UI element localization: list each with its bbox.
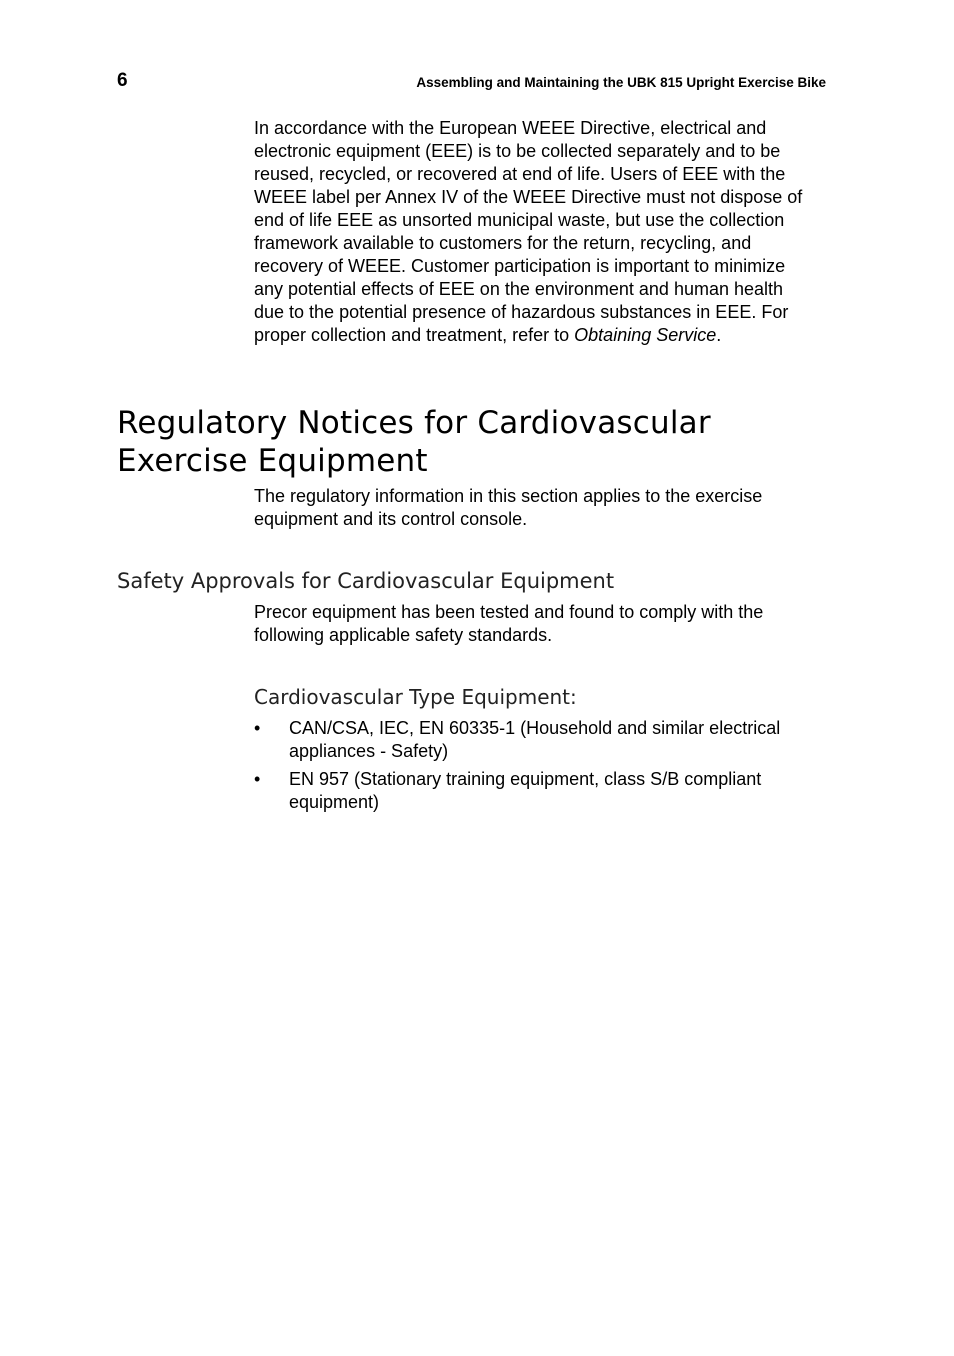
bullet-mark: • [254,769,261,789]
regulatory-notices-body: The regulatory information in this section applies to the exercise equipment and its control console. [254,486,763,529]
regulatory-notices-heading: Regulatory Notices for Cardiovascular Exercise Equipment [117,405,711,479]
safety-approvals-heading: Safety Approvals for Cardiovascular Equipment [117,569,615,593]
weee-paragraph [254,117,806,347]
obtaining-service-reference: Obtaining Service [574,325,717,345]
list-item-text: EN 957 (Stationary training equipment, class S/B compliant equipment) [289,769,762,812]
running-header: Assembling and Maintaining the UBK 815 Upright Exercise Bike [416,75,826,90]
standards-list [254,717,806,819]
list-item [254,717,806,763]
cardiovascular-type-heading: Cardiovascular Type Equipment: [254,685,577,709]
list-item [254,768,806,814]
weee-paragraph-text: In accordance with the European WEEE Directive, electrical and electronic equipment (EEE) is to be collected separately and to be reused, recycled, or recovered at end of life. Users of EEE with the WEEE label per Annex IV of the WEEE Directive must not dispose of end of life EEE as unsorted municipal waste, but use the collection framework available to customers for the return, recycling, and recovery of WEEE. Customer participation is important to minimize any potential effects of EEE on the environment and human health due to the potential presence of hazardous substances in EEE. For proper collection and treatment, refer to [254,118,803,345]
bullet-mark: • [254,718,261,738]
safety-approvals-body: Precor equipment has been tested and found to comply with the following applicable safety standards. [254,602,764,645]
weee-paragraph-end: . [716,325,722,345]
list-item-text: CAN/CSA, IEC, EN 60335-1 (Household and similar electrical appliances - Safety) [289,718,781,761]
page-number: 6 [117,70,128,91]
